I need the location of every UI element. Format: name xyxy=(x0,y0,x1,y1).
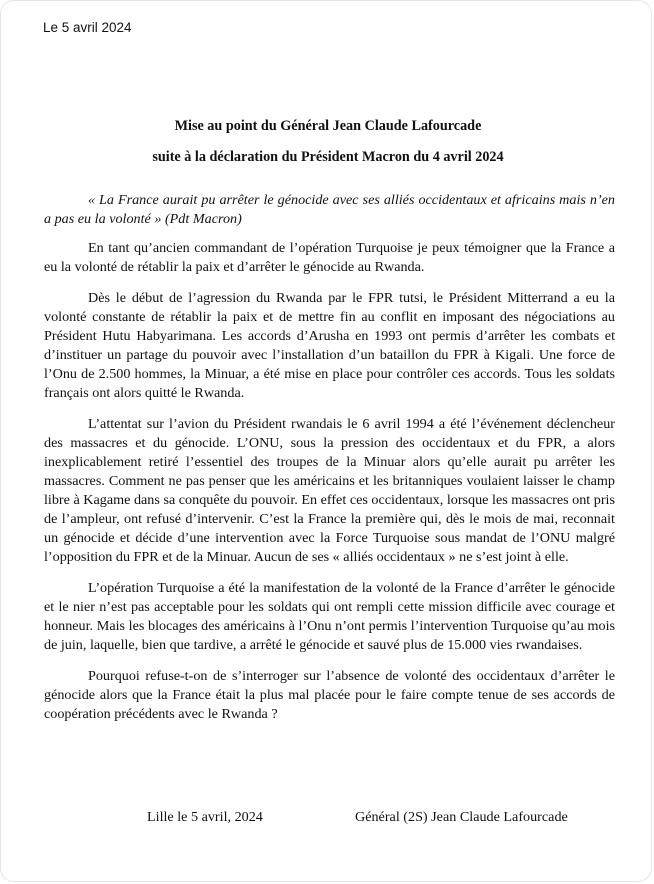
document-title xyxy=(41,111,615,173)
paragraph-1: En tant qu’ancien commandant de l’opération Turquoise je peux témoigner que la France a eu la volonté de rétablir la paix et d’arrêter le génocide au Rwanda. xyxy=(44,240,615,275)
title-line-1: Mise au point du Général Jean Claude Lafourcade xyxy=(174,118,482,134)
title-line-2: suite à la déclaration du Président Macron du 4 avril 2024 xyxy=(152,149,504,165)
paragraph-3: L’attentat sur l’avion du Président rwandais le 6 avril 1994 a été l’événement déclencheur des massacres et du génocide. L’ONU, sous la pression des occidentaux et du FPR, a alors inexplicablement retiré l’essentiel des troupes de la Minuar alors qu’elle aurait pu arrêter les massacres. Comment ne pas penser que les américains et les britanniques voulaient laisser le champ libre à Kagame dans sa conquête du pouvoir. En effet ces occidentaux, lorsque les massacres ont pris de l’ampleur, ont refusé d’intervenir. C’est la France la première qui, dès le mois de mai, reconnait un génocide et décide d’une intervention avec la Force Turquoise sous mandat de l’ONU malgré l’opposition du FPR et de la Minuar. Aucun de ses « alliés occidentaux » ne s’est joint à elle. xyxy=(44,416,615,565)
signature-place-date: Lille le 5 avril, 2024 xyxy=(147,809,263,825)
paragraph-5: Pourquoi refuse-t-on de s’interroger sur l’absence de volonté des occidentaux d’arrêter le génocide alors que la France était la plus mal placée pour le faire compte tenue de ses accords de coopération précédents avec le Rwanda ? xyxy=(44,668,615,722)
document-body xyxy=(44,191,615,736)
paragraph-4: L’opération Turquoise a été la manifestation de la volonté de la France d’arrêter le génocide et le nier n’est pas acceptable pour les soldats qui ont rempli cette mission difficile avec courage et honneur. Mais les blocages des américains à l’Onu n’ont permis l’intervention Turquoise qu’au mois de juin, laquelle, bien que tardive, a arrêté le génocide et sauvé plus de 15.000 vies rwandaises. xyxy=(44,580,615,653)
signature-author: Général (2S) Jean Claude Lafourcade xyxy=(355,809,568,825)
header-date: Le 5 avril 2024 xyxy=(43,20,132,35)
paragraph-2: Dès le début de l’agression du Rwanda par le FPR tutsi, le Président Mitterrand a eu la volonté constante de rétablir la paix et de mettre fin au conflit en imposant des négociations au Président Hutu Habyarimana. Les accords d’Arusha en 1993 ont permis d’arrêter les combats et d’instituer un partage du pouvoir avec l’installation d’un bataillon du FPR à Kigali. Une force de l’Onu de 2.500 hommes, la Minuar, a été mise en place pour contrôler ces accords. Tous les soldats français ont alors quitté le Rwanda. xyxy=(44,290,615,401)
macron-quote: « La France aurait pu arrêter le génocide avec ses alliés occidentaux et africains mais n’en a pas eu la volonté » (Pdt Macron) xyxy=(44,192,615,227)
